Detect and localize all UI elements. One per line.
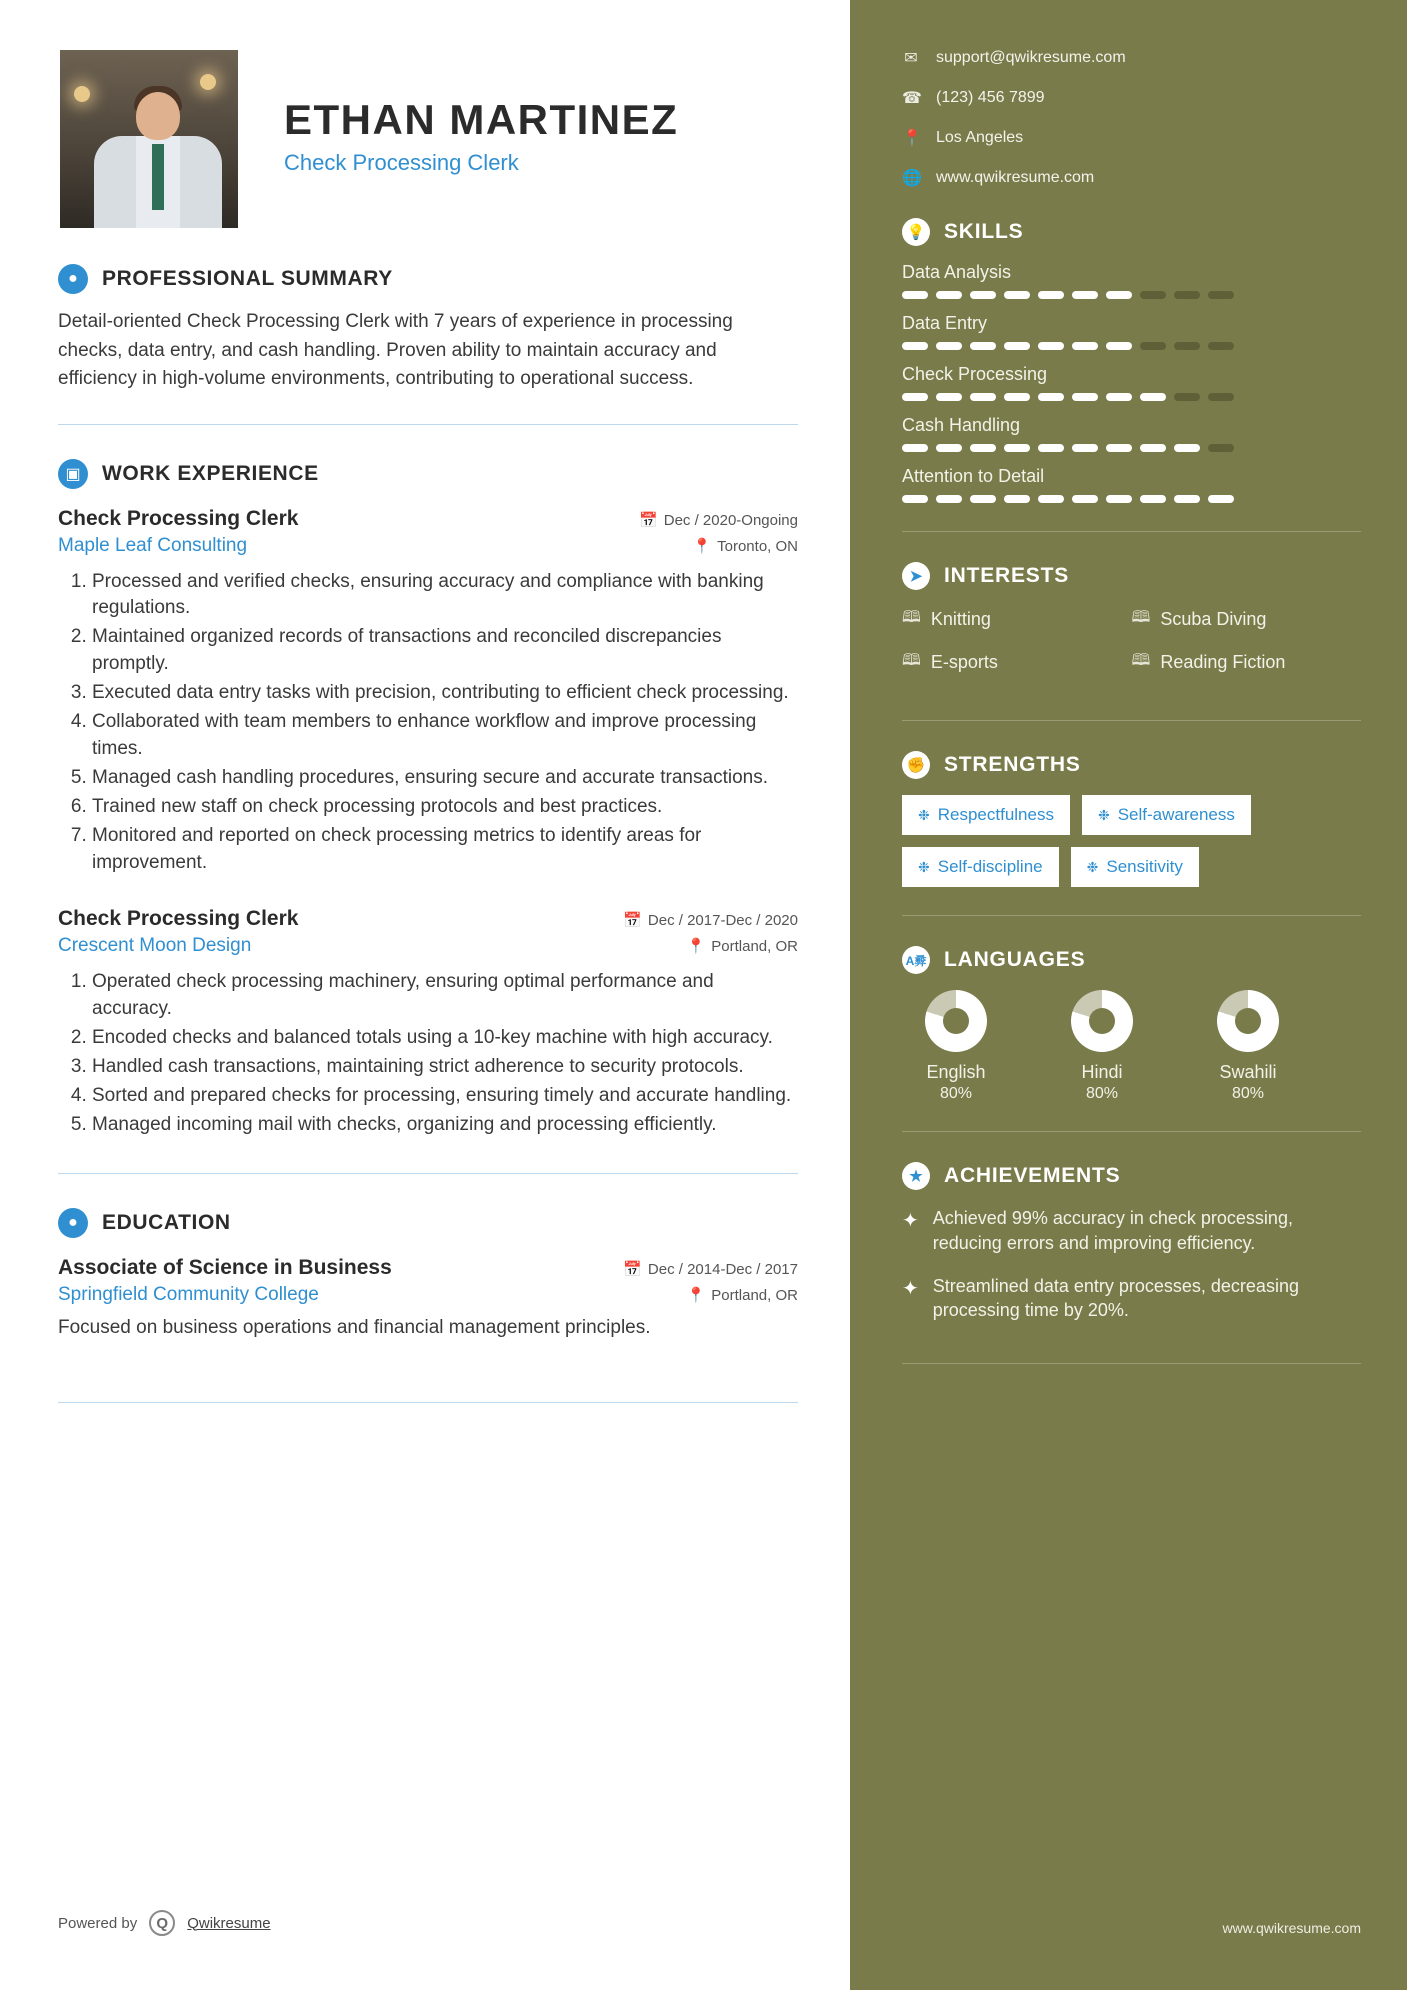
- divider: [58, 1402, 798, 1403]
- language-item: [1048, 990, 1156, 1103]
- interest-label: Reading Fiction: [1160, 652, 1286, 672]
- list-item: 1. Processed and verified checks, ensuring accuracy and compliance with banking regulations.: [92, 569, 798, 623]
- divider: [902, 531, 1361, 532]
- star-badge-icon: ★: [902, 1162, 930, 1190]
- profile-photo: [58, 48, 240, 230]
- work-entry: [58, 907, 798, 1139]
- location-pin-icon: 📍: [692, 537, 712, 555]
- strength-chip: [902, 795, 1070, 835]
- list-item: 1. Operated check processing machinery, ensuring optimal performance and accuracy.: [92, 969, 798, 1023]
- user-circle-icon: ●: [58, 264, 88, 294]
- language-name: Hindi: [1081, 1062, 1123, 1082]
- skill-label: Check Processing: [902, 364, 1048, 384]
- name-block: [240, 48, 678, 176]
- section-title-achievements: ACHIEVEMENTS: [944, 1164, 1121, 1187]
- list-item: 2. Encoded checks and balanced totals using a 10-key machine with high accuracy.: [92, 1025, 798, 1052]
- section-title-work: WORK EXPERIENCE: [102, 461, 319, 485]
- ribbon-icon: ✦: [902, 1210, 919, 1232]
- strength-label: Self-discipline: [937, 857, 1043, 876]
- section-skills: [902, 218, 1361, 532]
- work-entry: [58, 507, 798, 878]
- side-footer-url: www.qwikresume.com: [1222, 1920, 1361, 1936]
- skill-item: [902, 415, 1361, 452]
- section-education: [58, 1208, 798, 1403]
- strength-label: Respectfulness: [937, 805, 1054, 824]
- education-entry: [58, 1256, 798, 1342]
- section-title-languages: LANGUAGES: [944, 948, 1086, 971]
- interest-label: Scuba Diving: [1160, 609, 1267, 629]
- language-percent: 80%: [939, 1085, 973, 1102]
- achievement-text: Streamlined data entry processes, decreasing processing time by 20%.: [932, 1275, 1299, 1321]
- list-item: 5. Managed cash handling procedures, ensuring secure and accurate transactions.: [92, 765, 798, 792]
- location-pin-icon: 📍: [686, 1286, 706, 1304]
- interest-item: [902, 649, 1132, 676]
- book-icon: 🕮: [902, 652, 921, 669]
- list-item: 7. Monitored and reported on check processing metrics to identify areas for improvement.: [92, 823, 798, 877]
- skill-rating: [902, 291, 1361, 299]
- strength-chip: [1071, 847, 1199, 887]
- candidate-name: ETHAN MARTINEZ: [284, 96, 679, 143]
- skill-rating: [902, 444, 1361, 452]
- achievement-item: [902, 1274, 1361, 1324]
- section-strengths: [902, 751, 1361, 916]
- envelope-icon: ✉: [904, 50, 918, 67]
- divider: [58, 1173, 798, 1174]
- degree-name: Associate of Science in Business: [58, 1255, 392, 1279]
- strength-chip: [902, 847, 1059, 887]
- language-progress-ring: [925, 990, 987, 1052]
- achievement-item: [902, 1206, 1361, 1256]
- book-icon: 🕮: [902, 609, 921, 626]
- ribbon-icon: ✦: [902, 1277, 919, 1300]
- sparkle-icon: ❉: [918, 858, 930, 875]
- calendar-icon: 📅: [623, 912, 642, 930]
- contact-location: [902, 128, 1361, 148]
- contact-email[interactable]: [902, 48, 1361, 68]
- job-position: Check Processing Clerk: [58, 506, 299, 530]
- phone-icon: ☎: [902, 90, 922, 107]
- section-interests: [902, 562, 1361, 721]
- briefcase-icon: ▣: [58, 459, 88, 489]
- section-work-experience: [58, 459, 798, 1174]
- contact-website-text: www.qwikresume.com: [936, 169, 1095, 186]
- language-name: English: [926, 1062, 986, 1082]
- candidate-title: Check Processing Clerk: [284, 150, 519, 176]
- skill-label: Data Entry: [902, 313, 988, 333]
- section-title-strengths: STRENGTHS: [944, 753, 1081, 776]
- strength-label: Self-awareness: [1117, 805, 1235, 824]
- skill-item: [902, 364, 1361, 401]
- skill-rating: [902, 342, 1361, 350]
- divider: [58, 424, 798, 425]
- resume-header: [58, 48, 798, 230]
- translate-icon: A彛: [902, 946, 930, 974]
- skill-label: Cash Handling: [902, 415, 1021, 435]
- globe-icon: 🌐: [902, 170, 922, 187]
- interest-item: [1132, 606, 1362, 633]
- section-achievements: [902, 1162, 1361, 1364]
- interest-item: [902, 606, 1132, 633]
- list-item: 5. Managed incoming mail with checks, organizing and processing efficiently.: [92, 1112, 798, 1139]
- skill-label: Attention to Detail: [902, 466, 1045, 486]
- job-company: Maple Leaf Consulting: [58, 534, 248, 556]
- skill-rating: [902, 495, 1361, 503]
- strength-label: Sensitivity: [1106, 857, 1183, 876]
- interest-label: E-sports: [930, 652, 998, 672]
- qwikresume-link[interactable]: Qwikresume: [187, 1914, 271, 1932]
- language-name: Swahili: [1219, 1062, 1277, 1082]
- calendar-icon: 📅: [639, 511, 658, 529]
- graduation-cap-icon: ●: [58, 1208, 88, 1238]
- skill-item: [902, 262, 1361, 299]
- job-bullets: [58, 969, 798, 1139]
- contact-email-text: support@qwikresume.com: [936, 49, 1126, 66]
- section-title-summary: PROFESSIONAL SUMMARY: [102, 267, 393, 290]
- list-item: 2. Maintained organized records of transactions and reconciled discrepancies promptly.: [92, 624, 798, 678]
- calendar-icon: 📅: [623, 1260, 642, 1278]
- education-dates: 📅 Dec / 2014-Dec / 2017: [623, 1260, 798, 1278]
- job-location: 📍 Toronto, ON: [692, 537, 798, 555]
- language-progress-ring: [1071, 990, 1133, 1052]
- book-icon: 🕮: [1131, 652, 1151, 669]
- contact-website[interactable]: [902, 168, 1361, 188]
- sparkle-icon: ❉: [1086, 858, 1099, 875]
- divider: [902, 1131, 1361, 1132]
- location-pin-icon: 📍: [686, 938, 706, 956]
- language-percent: 80%: [1085, 1085, 1119, 1102]
- contact-list: [902, 48, 1361, 188]
- skill-label: Data Analysis: [902, 262, 1012, 282]
- skill-rating: [902, 393, 1361, 401]
- list-item: 3. Handled cash transactions, maintaining strict adherence to security protocols.: [92, 1054, 798, 1081]
- job-dates: 📅 Dec / 2017-Dec / 2020: [623, 912, 798, 930]
- section-title-skills: SKILLS: [944, 220, 1024, 243]
- divider: [902, 915, 1361, 916]
- strength-chip: [1082, 795, 1251, 835]
- powered-by-label: Powered by: [58, 1914, 138, 1932]
- page-footer: [58, 1910, 798, 1936]
- section-professional-summary: [58, 264, 798, 425]
- job-location: 📍 Portland, OR: [686, 938, 798, 956]
- contact-phone[interactable]: [902, 88, 1361, 108]
- education-description: Focused on business operations and financial management principles.: [58, 1316, 651, 1338]
- school-name: Springfield Community College: [58, 1283, 319, 1305]
- section-languages: [902, 946, 1361, 1132]
- achievement-text: Achieved 99% accuracy in check processing, reducing errors and improving efficiency.: [932, 1208, 1293, 1253]
- lightbulb-icon: 💡: [902, 218, 930, 246]
- interest-label: Knitting: [930, 609, 991, 629]
- divider: [902, 720, 1361, 721]
- job-dates: 📅 Dec / 2020-Ongoing: [639, 511, 798, 529]
- location-pin-icon: 📍: [902, 130, 922, 147]
- language-item: [902, 990, 1010, 1103]
- section-title-education: EDUCATION: [102, 1210, 231, 1234]
- divider: [902, 1363, 1361, 1364]
- list-item: 3. Executed data entry tasks with precision, contributing to efficient check processing.: [92, 680, 798, 707]
- paper-plane-icon: ➤: [902, 562, 930, 590]
- resume-side-column: [850, 0, 1407, 1990]
- qwikresume-logo-icon: Q: [149, 1910, 175, 1936]
- contact-location-text: Los Angeles: [936, 129, 1024, 146]
- sparkle-icon: ❉: [1097, 806, 1110, 823]
- job-position: Check Processing Clerk: [58, 907, 299, 931]
- skill-item: [902, 466, 1361, 503]
- language-percent: 80%: [1231, 1085, 1265, 1102]
- language-item: [1194, 990, 1302, 1103]
- job-bullets: [58, 569, 798, 878]
- list-item: 6. Trained new staff on check processing protocols and best practices.: [92, 794, 798, 821]
- language-progress-ring: [1217, 990, 1279, 1052]
- skill-item: [902, 313, 1361, 350]
- list-item: 4. Collaborated with team members to enhance workflow and improve processing times.: [92, 709, 798, 763]
- summary-text: Detail-oriented Check Processing Clerk with 7 years of experience in processing checks, data entry, and cash handling. Proven ability to maintain accuracy and efficiency in high-volume environments, contributing to operational success.: [58, 311, 733, 389]
- book-icon: 🕮: [1131, 609, 1151, 626]
- section-title-interests: INTERESTS: [944, 564, 1070, 587]
- fist-icon: ✊: [902, 751, 930, 779]
- sparkle-icon: ❉: [918, 806, 930, 823]
- education-location: 📍 Portland, OR: [686, 1286, 798, 1304]
- contact-phone-text: (123) 456 7899: [936, 89, 1045, 106]
- interest-item: [1132, 649, 1362, 676]
- job-company: Crescent Moon Design: [58, 935, 252, 957]
- list-item: 4. Sorted and prepared checks for processing, ensuring timely and accurate handling.: [92, 1083, 798, 1110]
